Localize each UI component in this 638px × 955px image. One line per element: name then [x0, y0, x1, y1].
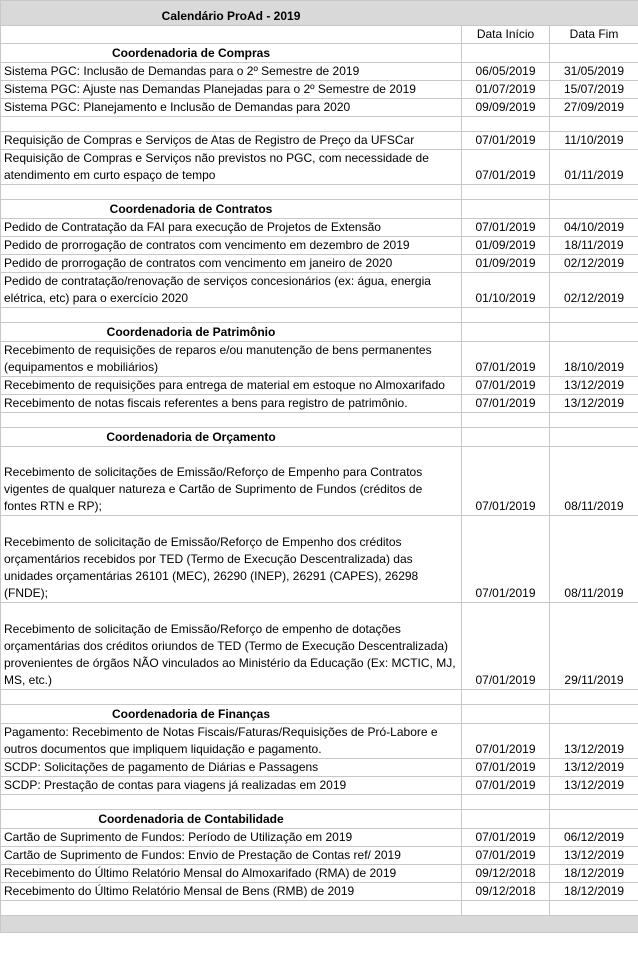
table-row [1, 447, 638, 516]
cell[interactable] [462, 705, 550, 724]
activity-description[interactable]: Requisição de Compras e Serviços não previstos no PGC, com necessidade de atendimento em curto espaço de tempo [1, 150, 462, 185]
start-date[interactable]: 07/01/2019 [462, 447, 550, 516]
activity-description[interactable]: Cartão de Suprimento de Fundos: Envio de Prestação de Contas ref/ 2019 [1, 847, 462, 865]
table-row [1, 883, 638, 901]
cell[interactable] [1, 901, 462, 916]
header-row [1, 26, 638, 44]
section-title[interactable]: Coordenadoria de Patrimônio [1, 323, 462, 342]
cell[interactable] [550, 413, 638, 428]
cell[interactable] [550, 185, 638, 200]
end-date[interactable]: 31/05/2019 [550, 63, 638, 81]
activity-description[interactable]: Sistema PGC: Inclusão de Demandas para o 2º Semestre de 2019 [1, 63, 462, 81]
activity-description[interactable]: Pagamento: Recebimento de Notas Fiscais/Faturas/Requisições de Pró-Labore e outros documentos que impliquem liquidação e pagamento. [1, 724, 462, 759]
start-date[interactable]: 07/01/2019 [462, 829, 550, 847]
spacer-row [1, 308, 638, 323]
end-date[interactable]: 13/12/2019 [550, 847, 638, 865]
end-date[interactable]: 11/10/2019 [550, 132, 638, 150]
spacer-row [1, 901, 638, 916]
spacer-row [1, 690, 638, 705]
table-row [1, 847, 638, 865]
cell[interactable] [550, 705, 638, 724]
section-title[interactable]: Coordenadoria de Compras [1, 44, 462, 63]
activity-description[interactable]: Recebimento do Último Relatório Mensal de Bens (RMB) de 2019 [1, 883, 462, 901]
end-date[interactable]: 18/12/2019 [550, 883, 638, 901]
activity-description[interactable]: Sistema PGC: Planejamento e Inclusão de Demandas para 2020 [1, 99, 462, 117]
cell[interactable] [1, 413, 462, 428]
table-row [1, 395, 638, 413]
activity-description[interactable] [1, 117, 462, 132]
start-date[interactable]: 07/01/2019 [462, 377, 550, 395]
activity-description[interactable]: Requisição de Compras e Serviços de Atas de Registro de Preço da UFSCar [1, 132, 462, 150]
start-date[interactable]: 09/12/2018 [462, 865, 550, 883]
start-date[interactable]: 07/01/2019 [462, 219, 550, 237]
cell[interactable] [462, 428, 550, 447]
footer-row [1, 916, 638, 933]
table-row [1, 117, 638, 132]
cell[interactable] [462, 901, 550, 916]
activity-description[interactable]: Recebimento de requisições de reparos e/ou manutenção de bens permanentes (equipamentos e mobiliários) [1, 342, 462, 377]
cell[interactable] [550, 810, 638, 829]
table-row [1, 63, 638, 81]
end-date[interactable]: 02/12/2019 [550, 273, 638, 308]
activity-description[interactable]: Sistema PGC: Ajuste nas Demandas Planejadas para o 2º Semestre de 2019 [1, 81, 462, 99]
footer-bar [1, 916, 638, 933]
start-date[interactable]: 09/12/2018 [462, 883, 550, 901]
table-row [1, 132, 638, 150]
cell[interactable] [1, 795, 462, 810]
start-date[interactable]: 07/01/2019 [462, 847, 550, 865]
spacer-row [1, 413, 638, 428]
activity-description[interactable]: Recebimento de notas fiscais referentes a bens para registro de patrimônio. [1, 395, 462, 413]
cell[interactable] [462, 185, 550, 200]
header-description-cell[interactable] [1, 26, 462, 44]
activity-description[interactable]: Recebimento do Último Relatório Mensal do Almoxarifado (RMA) de 2019 [1, 865, 462, 883]
cell[interactable] [462, 44, 550, 63]
start-date[interactable]: 01/07/2019 [462, 81, 550, 99]
activity-description[interactable]: Recebimento de solicitações de Emissão/Reforço de Empenho para Contratos vigentes de qualquer natureza e Cartão de Suprimento de Fundos (créditos de fontes RTN e RP); [1, 447, 462, 516]
section-title[interactable]: Coordenadoria de Finanças [1, 705, 462, 724]
section-title[interactable]: Coordenadoria de Orçamento [1, 428, 462, 447]
table-row [1, 219, 638, 237]
activity-description[interactable]: Pedido de prorrogação de contratos com vencimento em janeiro de 2020 [1, 255, 462, 273]
end-date[interactable]: 13/12/2019 [550, 724, 638, 759]
section-title[interactable]: Coordenadoria de Contabilidade [1, 810, 462, 829]
activity-description[interactable]: Recebimento de solicitação de Emissão/Reforço de Empenho dos créditos orçamentários recebidos por TED (Termo de Execução Descentralizada) das unidades orçamentárias 26101 (MEC), 26290 (INEP), 26291 (CAPES), 26298 (FNDE); [1, 516, 462, 603]
table-row [1, 81, 638, 99]
table-row [1, 255, 638, 273]
start-date[interactable]: 07/01/2019 [462, 150, 550, 185]
table-row [1, 377, 638, 395]
activity-description[interactable]: Recebimento de solicitação de Emissão/Reforço de empenho de dotações orçamentárias dos créditos oriundos de TED (Termo de Execução Descentralizada) provenientes de órgãos NÃO vinculados ao Ministério da Educação (Ex: MCTIC, MJ, MS, etc.) [1, 603, 462, 690]
table-row [1, 237, 638, 255]
activity-description[interactable]: Recebimento de requisições para entrega de material em estoque no Almoxarifado [1, 377, 462, 395]
start-date[interactable]: 07/01/2019 [462, 724, 550, 759]
sheet-title: Calendário ProAd - 2019 [1, 1, 638, 26]
table-row [1, 829, 638, 847]
end-date[interactable]: 15/07/2019 [550, 81, 638, 99]
cell[interactable] [550, 200, 638, 219]
end-date[interactable]: 13/12/2019 [550, 759, 638, 777]
start-date[interactable]: 07/01/2019 [462, 516, 550, 603]
section-header-row [1, 428, 638, 447]
activity-description[interactable]: SCDP: Prestação de contas para viagens já realizadas em 2019 [1, 777, 462, 795]
start-date[interactable]: 01/10/2019 [462, 273, 550, 308]
table-row [1, 724, 638, 759]
section-header-row [1, 705, 638, 724]
cell[interactable] [550, 44, 638, 63]
activity-description[interactable]: SCDP: Solicitações de pagamento de Diárias e Passagens [1, 759, 462, 777]
cell[interactable] [462, 690, 550, 705]
cell[interactable] [550, 901, 638, 916]
cell[interactable] [550, 323, 638, 342]
sheet-body [1, 1, 638, 933]
cell[interactable] [550, 795, 638, 810]
end-date[interactable]: 27/09/2019 [550, 99, 638, 117]
end-date[interactable]: 18/12/2019 [550, 865, 638, 883]
cell[interactable] [550, 690, 638, 705]
spacer-row [1, 185, 638, 200]
cell[interactable] [550, 308, 638, 323]
start-date[interactable]: 07/01/2019 [462, 342, 550, 377]
cell[interactable] [1, 308, 462, 323]
start-date[interactable]: 01/09/2019 [462, 237, 550, 255]
start-date[interactable] [462, 117, 550, 132]
start-date[interactable]: 07/01/2019 [462, 759, 550, 777]
table-row [1, 99, 638, 117]
start-date[interactable]: 07/01/2019 [462, 132, 550, 150]
table-row [1, 516, 638, 603]
start-date[interactable]: 07/01/2019 [462, 603, 550, 690]
section-title[interactable]: Coordenadoria de Contratos [1, 200, 462, 219]
end-date[interactable] [550, 117, 638, 132]
end-date[interactable]: 18/11/2019 [550, 237, 638, 255]
end-date[interactable]: 13/12/2019 [550, 777, 638, 795]
cell[interactable] [550, 428, 638, 447]
header-end-date[interactable]: Data Fim [550, 26, 638, 44]
table-row [1, 777, 638, 795]
end-date[interactable]: 08/11/2019 [550, 447, 638, 516]
cell[interactable] [462, 795, 550, 810]
end-date[interactable]: 18/10/2019 [550, 342, 638, 377]
end-date[interactable]: 02/12/2019 [550, 255, 638, 273]
end-date[interactable]: 01/11/2019 [550, 150, 638, 185]
activity-description[interactable]: Pedido de contratação/renovação de serviços concesionários (ex: água, energia elétrica, etc) para o exercício 2020 [1, 273, 462, 308]
start-date[interactable]: 09/09/2019 [462, 99, 550, 117]
cell[interactable] [1, 690, 462, 705]
table-row [1, 865, 638, 883]
table-row [1, 342, 638, 377]
end-date[interactable]: 29/11/2019 [550, 603, 638, 690]
start-date[interactable]: 01/09/2019 [462, 255, 550, 273]
header-start-date[interactable]: Data Início [462, 26, 550, 44]
cell[interactable] [462, 413, 550, 428]
cell[interactable] [462, 810, 550, 829]
cell[interactable] [1, 185, 462, 200]
section-header-row [1, 323, 638, 342]
start-date[interactable]: 07/01/2019 [462, 777, 550, 795]
cell[interactable] [462, 308, 550, 323]
end-date[interactable]: 08/11/2019 [550, 516, 638, 603]
table-row [1, 603, 638, 690]
end-date[interactable]: 13/12/2019 [550, 377, 638, 395]
table-row [1, 759, 638, 777]
activity-description[interactable]: Pedido de prorrogação de contratos com vencimento em dezembro de 2019 [1, 237, 462, 255]
end-date[interactable]: 13/12/2019 [550, 395, 638, 413]
title-row [1, 1, 638, 26]
activity-description[interactable]: Pedido de Contratação da FAI para execução de Projetos de Extensão [1, 219, 462, 237]
table-row [1, 273, 638, 308]
end-date[interactable]: 04/10/2019 [550, 219, 638, 237]
section-header-row [1, 810, 638, 829]
table-row [1, 150, 638, 185]
spacer-row [1, 795, 638, 810]
start-date[interactable]: 06/05/2019 [462, 63, 550, 81]
start-date[interactable]: 07/01/2019 [462, 395, 550, 413]
cell[interactable] [462, 323, 550, 342]
section-header-row [1, 44, 638, 63]
cell[interactable] [462, 200, 550, 219]
end-date[interactable]: 06/12/2019 [550, 829, 638, 847]
activity-description[interactable]: Cartão de Suprimento de Fundos: Período de Utilização em 2019 [1, 829, 462, 847]
section-header-row [1, 200, 638, 219]
